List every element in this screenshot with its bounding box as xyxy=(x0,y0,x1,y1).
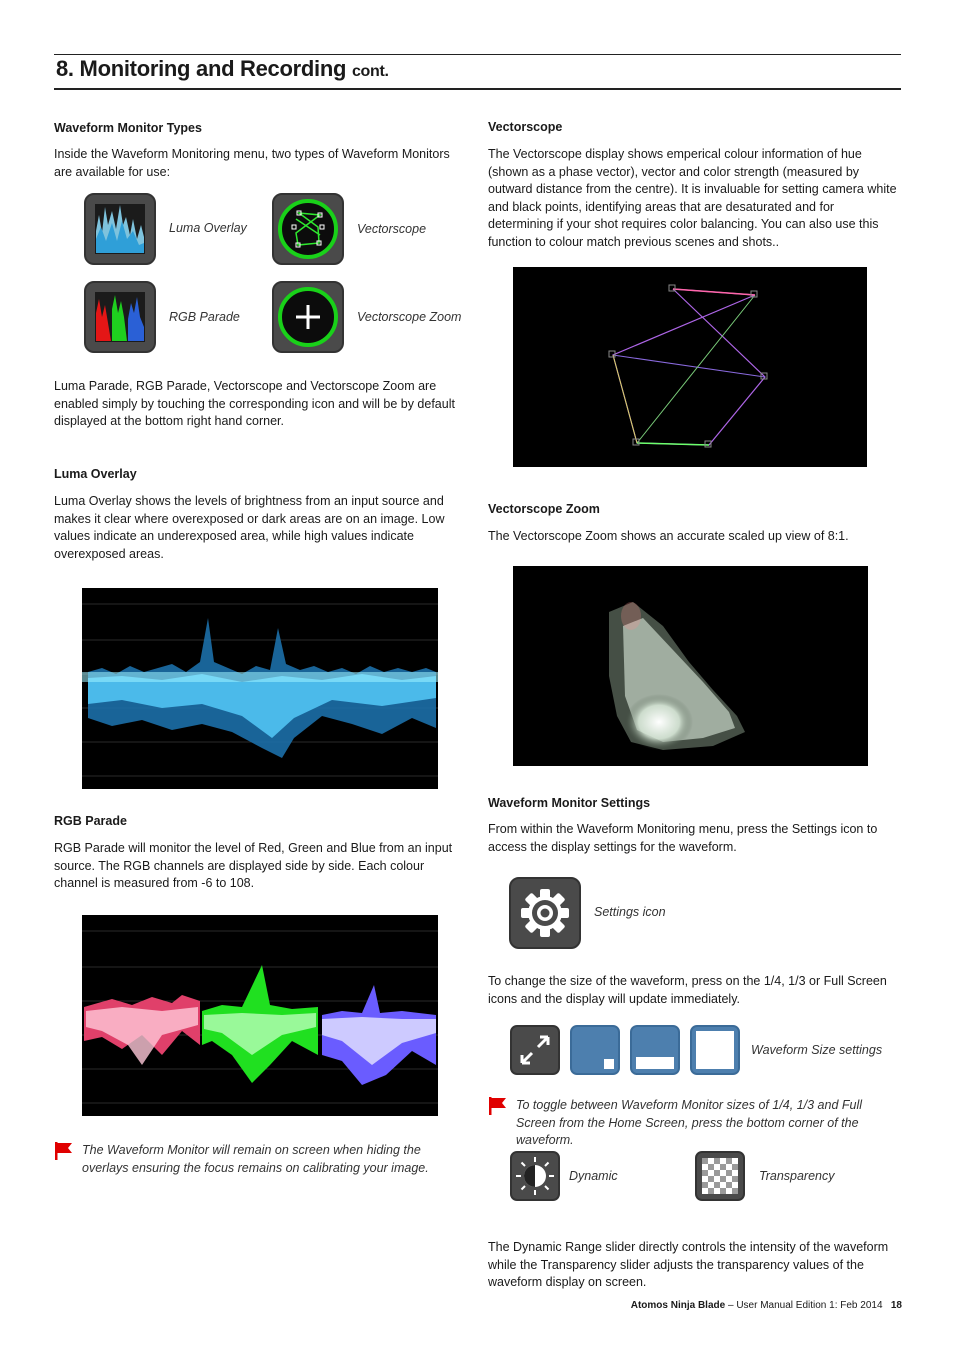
types-description: Luma Parade, RGB Parade, Vectorscope and Vectorscope Zoom are enabled simply by touching the corresponding icon and will be by default displayed at the bottom right hand corner. xyxy=(54,379,455,429)
rgb-parade-heading: RGB Parade xyxy=(54,814,127,828)
transparency-checker-icon[interactable] xyxy=(695,1151,745,1201)
page-number: 18 xyxy=(890,1300,902,1311)
size-description: To change the size of the waveform, press on the 1/4, 1/3 or Full Screen icons and the display will update immediately. xyxy=(488,974,887,1006)
rgb-parade-icon[interactable] xyxy=(84,281,156,353)
luma-overlay-heading: Luma Overlay xyxy=(54,467,137,481)
luma-overlay-waveform-image xyxy=(82,588,438,789)
note-flag-icon xyxy=(54,1141,74,1161)
waveform-settings-heading: Waveform Monitor Settings xyxy=(488,796,651,810)
transparency-caption: Transparency xyxy=(759,1169,835,1183)
luma-overlay-description: Luma Overlay shows the levels of brightness from an input source and makes it clear where overexposed or dark areas are on an image. Low values indicate an underexposed area, while high values indicate overexposed areas. xyxy=(54,494,445,561)
note-flag-icon xyxy=(488,1096,508,1116)
vectorscope-zoom-image xyxy=(513,566,868,766)
vectorscope-image xyxy=(513,267,867,467)
expand-arrows-icon[interactable] xyxy=(510,1025,560,1075)
top-rule xyxy=(54,54,901,55)
settings-icon-caption: Settings icon xyxy=(594,905,666,919)
closing-description: The Dynamic Range slider directly controls the intensity of the waveform while the Transparency slider adjusts the transparency values of the waveform display on screen. xyxy=(488,1240,889,1290)
full-screen-icon[interactable] xyxy=(690,1025,740,1075)
quarter-size-icon[interactable] xyxy=(570,1025,620,1075)
luma-overlay-icon[interactable] xyxy=(84,193,156,265)
rgb-parade-waveform-image xyxy=(82,915,438,1116)
vectorscope-zoom-icon[interactable] xyxy=(272,281,344,353)
settings-gear-icon[interactable] xyxy=(509,877,581,949)
footer-edition: – User Manual Edition 1: Feb 2014 xyxy=(725,1300,883,1311)
third-size-icon[interactable] xyxy=(630,1025,680,1075)
vectorscope-description: The Vectorscope display shows emperical colour information of hue (shown as a phase vector), vector and color strength (measured by outward distance from the centre). It is invaluable for setting camera white and black points, identifying areas that are desaturated and for determining if your shot requires color balancing. You can also use this function to colour match previous scenes and shots.. xyxy=(488,147,897,249)
vectorscope-caption: Vectorscope xyxy=(357,222,427,236)
luma-overlay-caption: Luma Overlay xyxy=(169,221,247,235)
page-title: 8. Monitoring and Recording cont. xyxy=(56,56,389,81)
vectorscope-zoom-caption: Vectorscope Zoom xyxy=(357,310,462,324)
dynamic-caption: Dynamic xyxy=(569,1169,618,1183)
vectorscope-zoom-description: The Vectorscope Zoom shows an accurate scaled up view of 8:1. xyxy=(488,529,849,543)
vectorscope-icon[interactable] xyxy=(272,193,344,265)
page-footer xyxy=(631,1300,902,1311)
footer-product: Atomos Ninja Blade xyxy=(630,1300,726,1311)
waveform-settings-description: From within the Waveform Monitoring menu, press the Settings icon to access the display settings for the waveform. xyxy=(488,822,878,854)
rgb-parade-caption: RGB Parade xyxy=(169,310,240,324)
dynamic-brightness-icon[interactable] xyxy=(510,1151,560,1201)
left-note: The Waveform Monitor will remain on screen when hiding the overlays ensuring the focus remains on calibrating your image. xyxy=(82,1143,429,1175)
types-intro: Inside the Waveform Monitoring menu, two types of Waveform Monitors are available for use: xyxy=(54,147,450,179)
vectorscope-heading: Vectorscope xyxy=(488,120,563,134)
right-note: To toggle between Waveform Monitor sizes of 1/4, 1/3 and Full Screen from the Home Screen, press the bottom corner of the waveform. xyxy=(516,1098,863,1148)
title-rule xyxy=(54,88,901,90)
vectorscope-zoom-heading: Vectorscope Zoom xyxy=(488,502,600,516)
waveform-size-caption: Waveform Size settings xyxy=(751,1043,883,1057)
rgb-parade-description: RGB Parade will monitor the level of Red, Green and Blue from an input source. The RGB channels are displayed side by side. Each colour channel is measured from -6 to 108. xyxy=(54,841,453,891)
types-heading: Waveform Monitor Types xyxy=(54,121,202,135)
